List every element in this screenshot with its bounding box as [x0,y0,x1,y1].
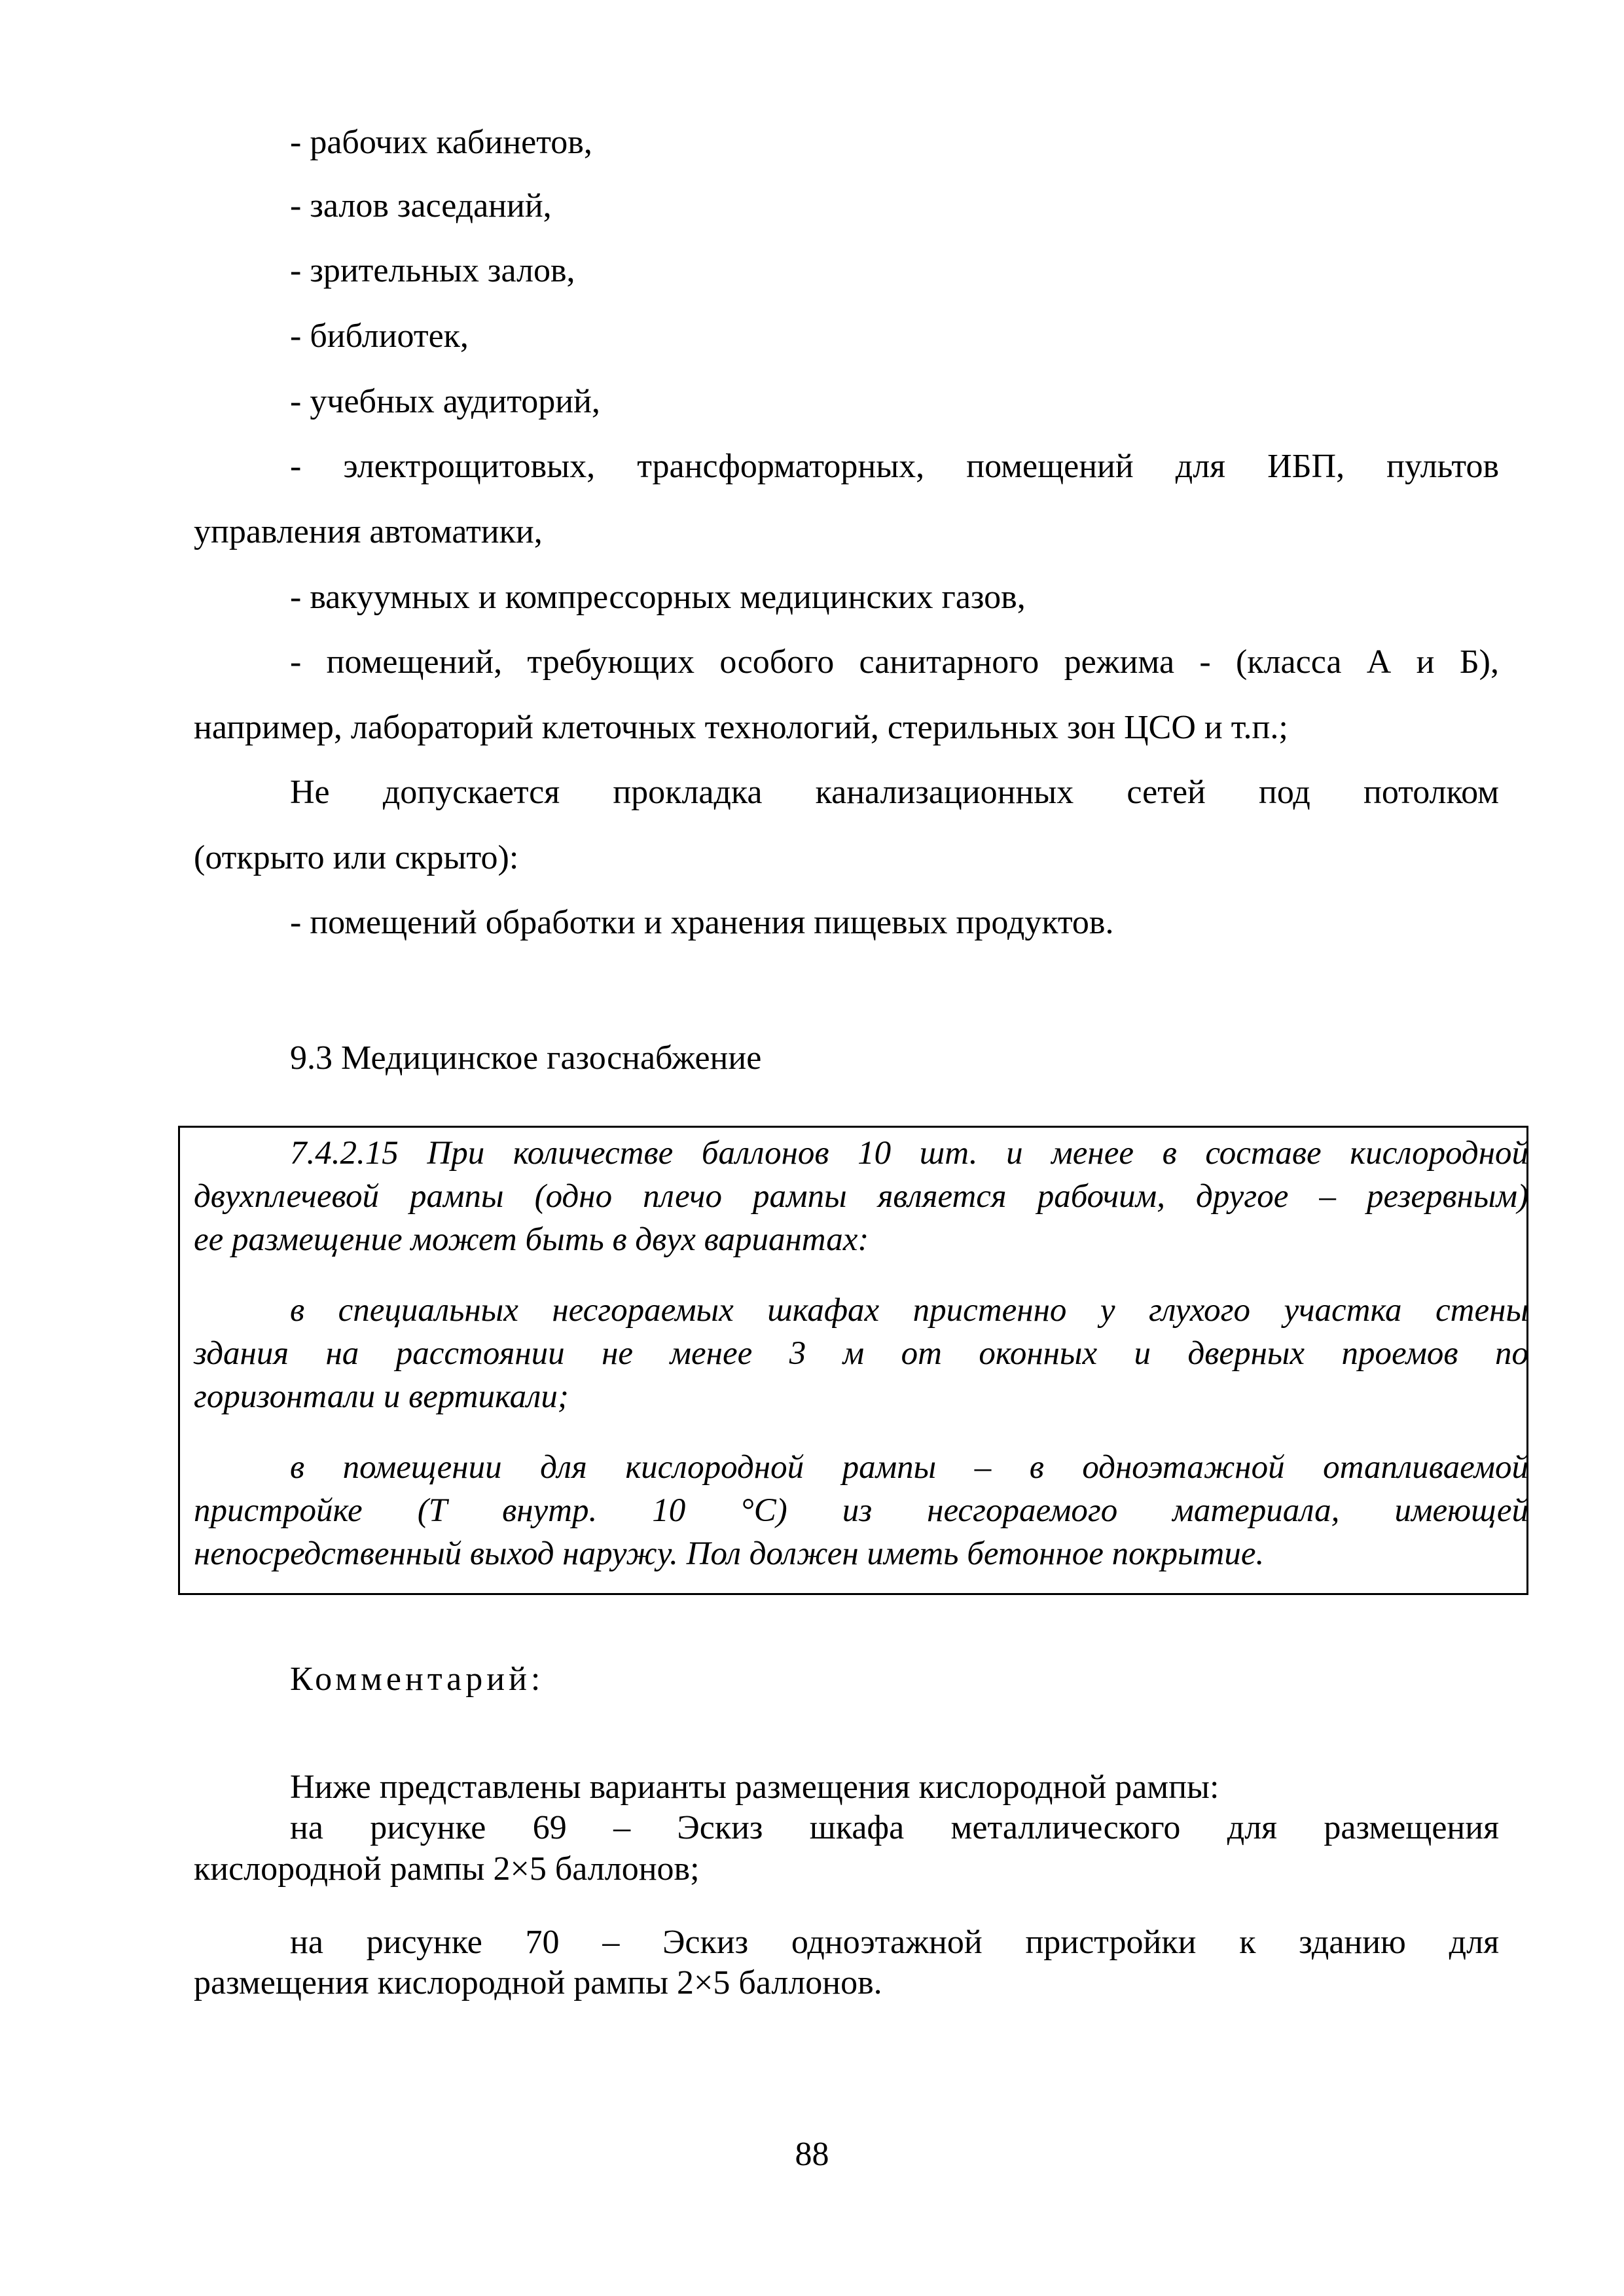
quote-paragraph-3-end: непосредственный выход наружу. Пол должен иметь бетонное покрытие. [194,1535,1265,1572]
sewer-paragraph-cont: (открыто или скрыто): [194,839,519,876]
list-item-sanitary-rooms-cont: например, лабораторий клеточных технологий, стерильных зон ЦСО и т.п.; [194,709,1288,746]
page-number: 88 [795,2136,829,2173]
quote-paragraph-2: в специальных несгораемых шкафах пристенно у глухого участка стены [290,1292,1528,1329]
list-item-electrical-rooms: - электрощитовых, трансформаторных, помещений для ИБП, пультов [290,448,1499,485]
list-item-vacuum-gases: - вакуумных и компрессорных медицинских газов, [290,579,1026,616]
quote-paragraph-3-cont: пристройке (Т внутр. 10 °С) из несгораемого материала, имеющей [194,1492,1528,1529]
comment-figure-70-cont: размещения кислородной рампы 2×5 баллонов. [194,1964,882,2001]
comment-intro: Ниже представлены варианты размещения кислородной рампы: [290,1768,1219,1806]
comment-figure-69: на рисунке 69 – Эскиз шкафа металлического для размещения [290,1809,1499,1846]
list-item-auditoriums: - зрительных залов, [290,252,575,289]
comment-figure-70: на рисунке 70 – Эскиз одноэтажной пристройки к зданию для [290,1924,1499,1961]
comment-figure-69-cont: кислородной рампы 2×5 баллонов; [194,1850,700,1888]
quote-paragraph-1-end: ее размещение может быть в двух вариантах: [194,1221,869,1258]
quote-paragraph-3: в помещении для кислородной рампы – в одноэтажной отапливаемой [290,1449,1528,1486]
quote-paragraph-1-cont: двухплечевой рампы (одно плечо рампы является рабочим, другое – резервным) [194,1178,1528,1215]
comment-label: Комментарий: [290,1660,545,1698]
list-item-electrical-rooms-cont: управления автоматики, [194,513,543,550]
quote-paragraph-1: 7.4.2.15 При количестве баллонов 10 шт. и менее в составе кислородной [290,1135,1528,1172]
quote-paragraph-2-cont: здания на расстоянии не менее 3 м от оконных и дверных проемов по [194,1335,1528,1372]
list-item-classrooms: - учебных аудиторий, [290,383,600,420]
list-item-meeting-halls: - залов заседаний, [290,187,552,224]
list-item-sanitary-rooms: - помещений, требующих особого санитарного режима - (класса А и Б), [290,643,1499,681]
sewer-item-food-rooms: - помещений обработки и хранения пищевых продуктов. [290,904,1114,941]
quote-paragraph-2-end: горизонтали и вертикали; [194,1378,569,1415]
section-heading: 9.3 Медицинское газоснабжение [290,1039,762,1077]
list-item-libraries: - библиотек, [290,317,469,355]
sewer-paragraph: Не допускается прокладка канализационных сетей под потолком [290,774,1499,811]
list-item-work-offices: - рабочих кабинетов, [290,124,592,161]
